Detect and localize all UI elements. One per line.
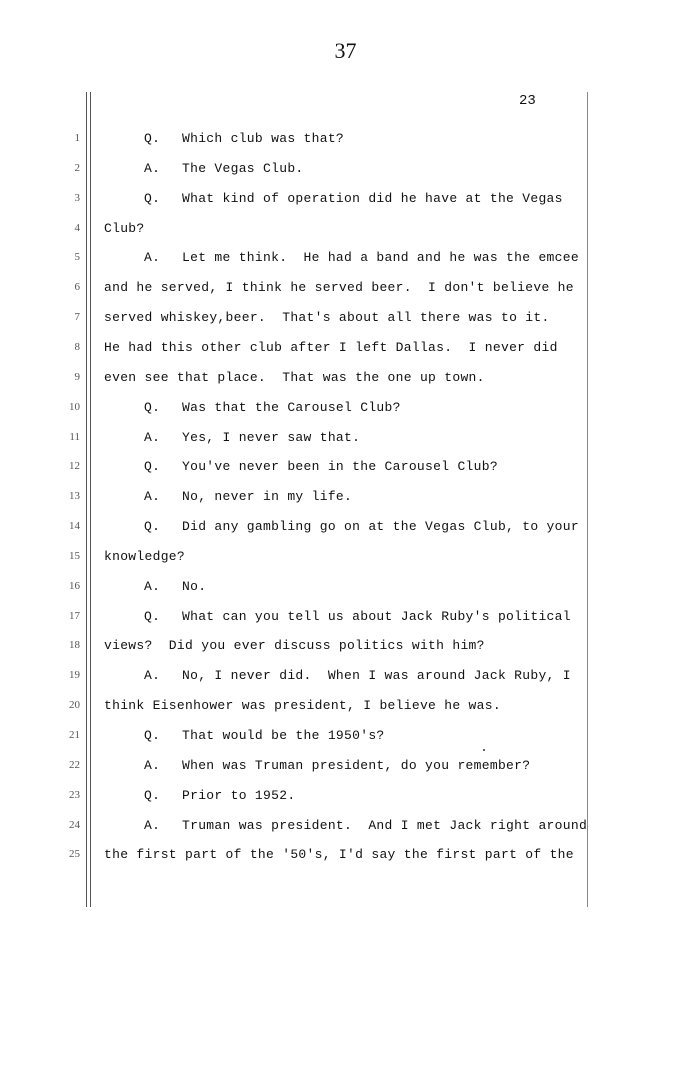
line-number: 5: [74, 251, 80, 264]
line-text: Which club was that?: [182, 131, 345, 146]
transcript-line: [104, 758, 530, 773]
transcript-line: [104, 609, 571, 624]
line-number: 2: [74, 161, 80, 174]
transcript-line: [104, 698, 501, 713]
transcript-line: [104, 310, 550, 325]
line-number: 19: [69, 669, 80, 682]
line-number: 6: [74, 281, 80, 294]
line-text: views? Did you ever discuss politics with him?: [104, 638, 485, 654]
line-number: 7: [74, 311, 80, 324]
speaker-label: A.: [144, 668, 161, 684]
line-text: The Vegas Club.: [182, 160, 304, 176]
transcript-line: [104, 400, 401, 415]
speaker-label: Q.: [144, 519, 161, 535]
line-text: Did any gambling go on at the Vegas Club, to your: [182, 519, 579, 535]
line-text: Yes, I never saw that.: [182, 429, 361, 445]
line-text: think Eisenhower was president, I believe he was.: [104, 698, 501, 714]
speaker-label: Q.: [144, 131, 161, 146]
line-number: 18: [69, 639, 80, 652]
line-number: 16: [69, 579, 80, 592]
line-text: No, never in my life.: [182, 489, 353, 505]
transcript-line: [104, 280, 574, 295]
speaker-label: Q.: [144, 787, 161, 803]
speaker-label: A.: [144, 757, 161, 773]
line-text: No.: [182, 578, 207, 594]
line-number: 25: [69, 848, 80, 861]
line-number: 15: [69, 549, 80, 562]
transcript-line: [104, 728, 385, 743]
line-text: No, I never did. When I was around Jack Ruby, I: [182, 668, 571, 684]
line-number: 3: [74, 191, 80, 204]
left-margin-rule-inner: [90, 92, 91, 907]
line-text: Was that the Carousel Club?: [182, 399, 401, 415]
transcript-line: [104, 818, 587, 833]
speaker-label: A.: [144, 250, 161, 266]
transcript-line: [104, 788, 295, 803]
transcript-line: [104, 579, 206, 594]
transcript-line: [104, 161, 304, 176]
page-number: 37: [334, 38, 357, 63]
stray-mark: [483, 749, 485, 751]
transcript-page-number: 23: [519, 93, 536, 109]
transcript-line: [104, 250, 579, 265]
speaker-label: A.: [144, 160, 161, 176]
speaker-label: Q.: [144, 190, 161, 206]
line-text: Truman was president. And I met Jack right around: [182, 817, 588, 833]
transcript-line: [104, 340, 558, 355]
line-text: You've never been in the Carousel Club?: [182, 459, 498, 475]
line-text: served whiskey,beer. That's about all there was to it.: [104, 310, 550, 326]
line-number: 23: [69, 788, 80, 801]
transcript-line: [104, 191, 563, 206]
line-text: Club?: [104, 220, 145, 236]
speaker-label: Q.: [144, 728, 161, 743]
speaker-label: Q.: [144, 459, 161, 475]
line-number: 11: [69, 430, 80, 443]
line-text: Let me think. He had a band and he was the emcee: [182, 250, 579, 266]
transcript-line: [104, 489, 352, 504]
line-text: What can you tell us about Jack Ruby's political: [182, 608, 571, 624]
transcript-line: [104, 638, 485, 653]
line-text: the first part of the '50's, I'd say the first part of the: [104, 847, 574, 863]
right-margin-rule: [587, 92, 588, 907]
transcript-line: [104, 847, 574, 862]
line-text: and he served, I think he served beer. I don't believe he: [104, 280, 574, 296]
transcript-line: [104, 430, 360, 445]
transcript-line: [104, 131, 344, 146]
speaker-label: A.: [144, 817, 161, 833]
line-number: 1: [74, 132, 80, 144]
left-margin-rule-outer: [86, 92, 87, 907]
speaker-label: Q.: [144, 608, 161, 624]
line-number: 14: [69, 520, 80, 533]
line-text: He had this other club after I left Dallas. I never did: [104, 339, 558, 355]
line-number: 17: [69, 609, 80, 622]
speaker-label: Q.: [144, 399, 161, 415]
line-number: 22: [69, 758, 80, 771]
transcript-line: [104, 668, 571, 683]
line-number: 4: [74, 221, 80, 234]
line-number: 24: [69, 818, 80, 831]
line-text: knowledge?: [104, 548, 186, 564]
transcript-line: [104, 519, 579, 534]
line-text: even see that place. That was the one up town.: [104, 369, 485, 385]
transcript-line: [104, 221, 145, 236]
line-number: 21: [69, 729, 80, 741]
speaker-label: A.: [144, 429, 161, 445]
line-number: 8: [74, 340, 80, 353]
line-number: 9: [74, 370, 80, 383]
transcript-line: [104, 459, 498, 474]
line-number: 13: [69, 490, 80, 503]
speaker-label: A.: [144, 578, 161, 594]
speaker-label: A.: [144, 489, 161, 505]
transcript-line: [104, 549, 185, 564]
line-text: That would be the 1950's?: [182, 728, 385, 743]
line-number: 20: [69, 699, 80, 712]
line-text: Prior to 1952.: [182, 787, 296, 803]
line-number: 10: [69, 400, 80, 413]
line-number: 12: [69, 460, 80, 473]
line-text: When was Truman president, do you remember?: [182, 757, 531, 773]
transcript-line: [104, 370, 485, 385]
line-text: What kind of operation did he have at the Vegas: [182, 190, 563, 206]
